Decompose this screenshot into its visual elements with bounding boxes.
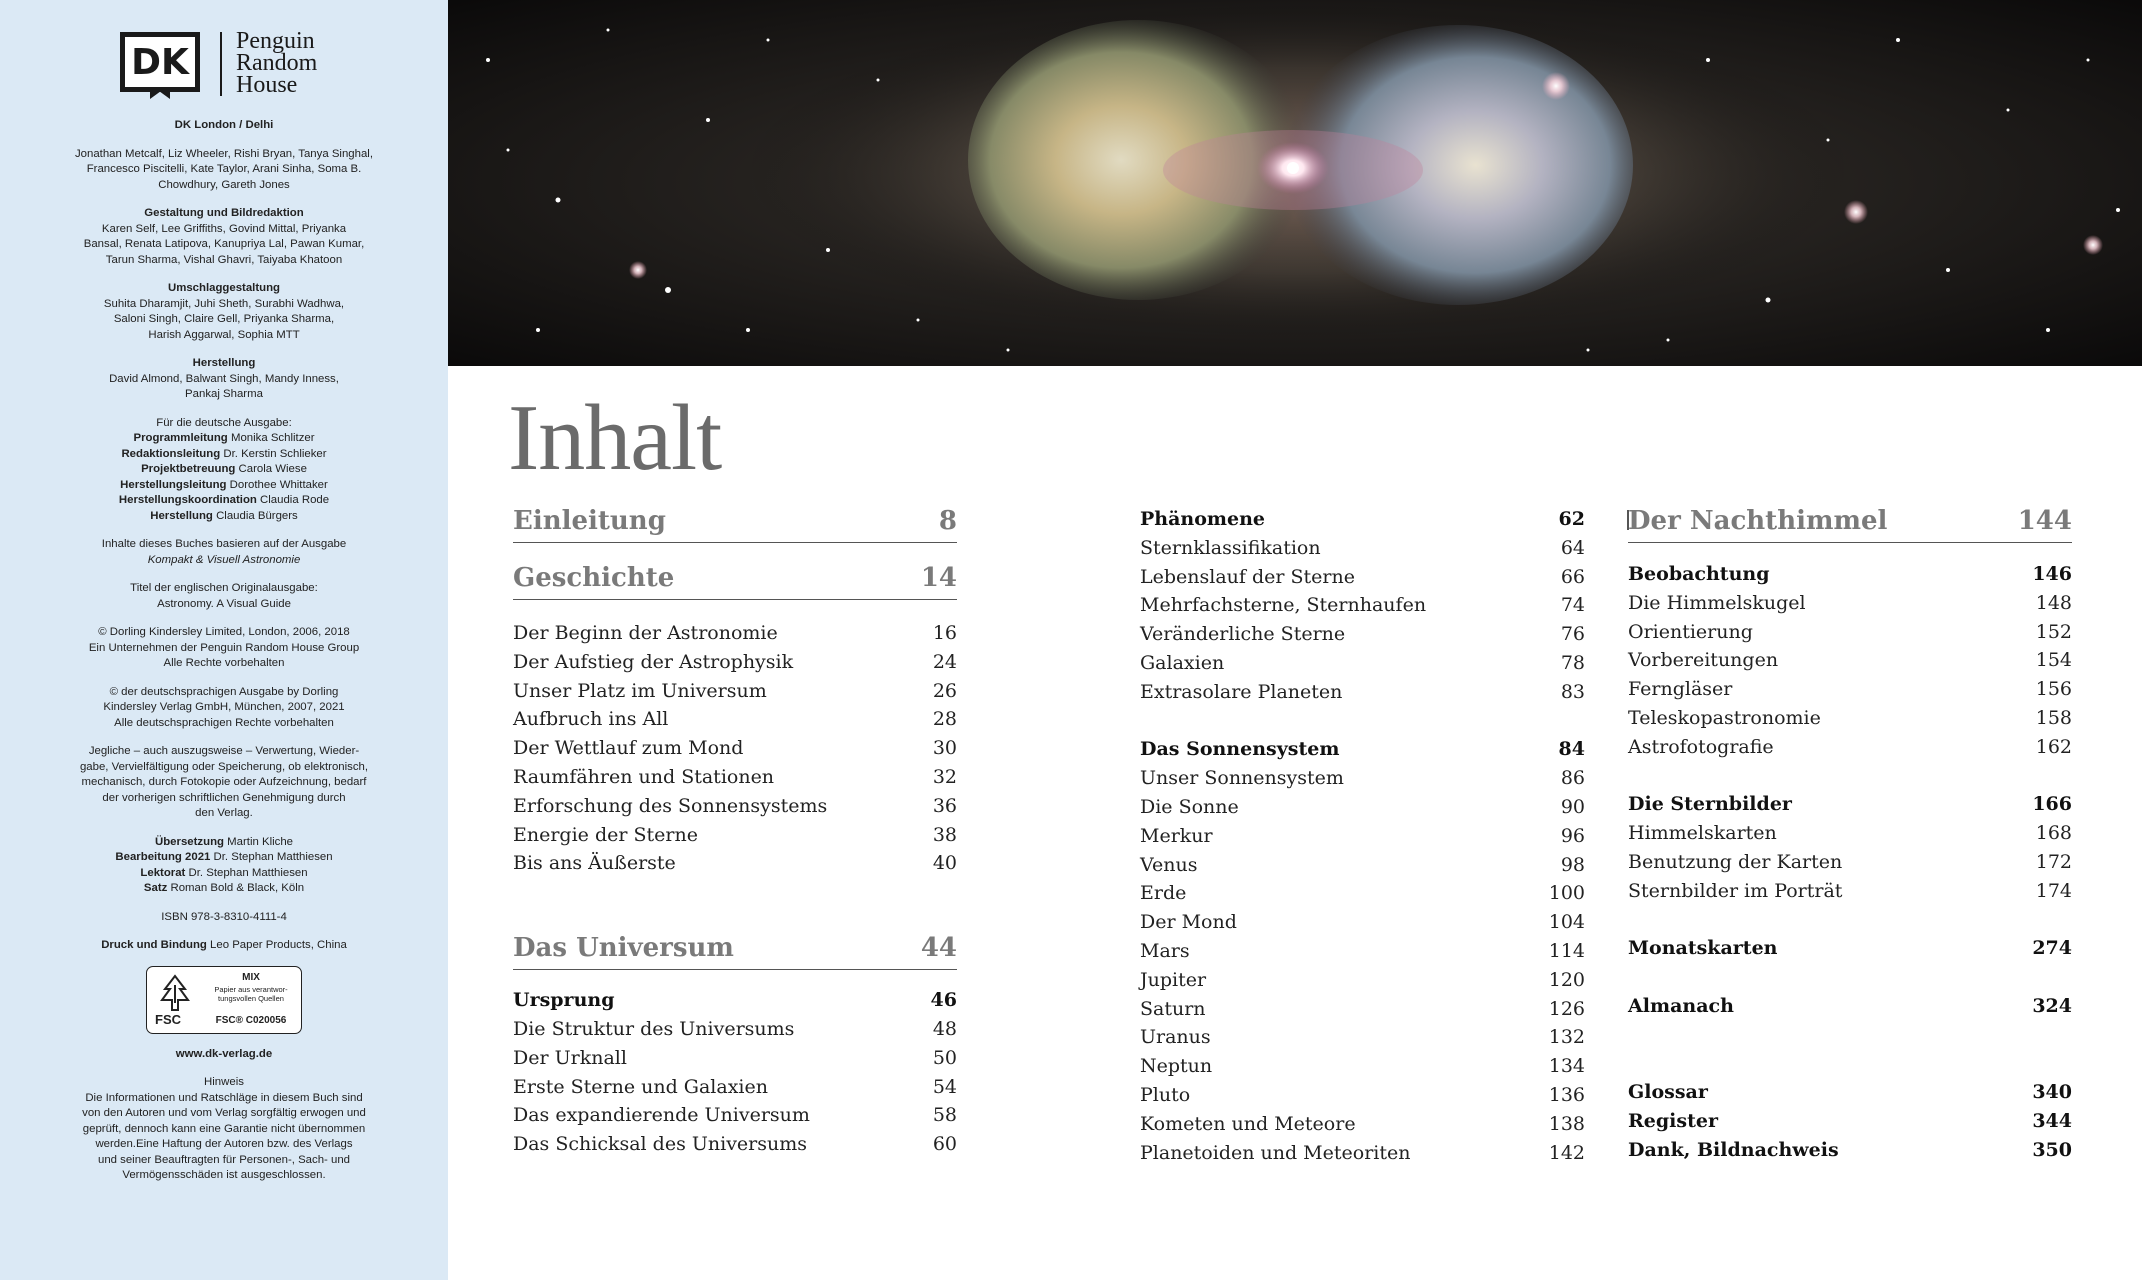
imprint-text: [40, 118, 408, 1184]
imprint-website: www.dk-verlag.de: [175, 1047, 273, 1060]
toc-column-2: [1140, 505, 1585, 1167]
toc-item[interactable]: Astrofotografie 162: [1628, 735, 2072, 758]
toc-group-ursprung[interactable]: Ursprung 46: [513, 989, 957, 1012]
imprint-german-intro: Für die deutsche Ausgabe:: [156, 416, 292, 429]
toc-column-1: [513, 506, 957, 1159]
imprint-design-heading: Gestaltung und Bildredaktion: [144, 207, 304, 219]
toc-item[interactable]: Das Schicksal des Universums 60: [513, 1133, 957, 1156]
toc-item[interactable]: Extrasolare Planeten 83: [1140, 680, 1585, 703]
page-title: Inhalt: [508, 386, 722, 490]
toc-item[interactable]: Erforschung des Sonnensystems 36: [513, 794, 957, 817]
toc-group-sternbilder[interactable]: Die Sternbilder 166: [1628, 793, 2072, 816]
toc-item[interactable]: Sternklassifikation 64: [1140, 536, 1585, 559]
toc-item[interactable]: Venus 98: [1140, 853, 1585, 876]
imprint-translation-roles: Übersetzung Martin Kliche Bearbeitung 2021 Dr. Stephan Matthiesen Lektorat Dr. Stephan Matthiesen Satz Roman Bold & Black, Köln: [115, 835, 333, 894]
imprint-column: [0, 0, 448, 1280]
toc-item[interactable]: Der Mond 104: [1140, 911, 1585, 934]
toc-item[interactable]: Merkur 96: [1140, 824, 1585, 847]
imprint-german-roles: Programmleitung Monika Schlitzer Redaktionsleitung Dr. Kerstin Schlieker Projektbetreuung Carola Wiese Herstellungsleitung Dorothee Whittaker Herstellungskoordination Claudia Rode Herstellung Claudia Bürgers: [118, 432, 330, 522]
publisher-name: Penguin Random House: [236, 28, 318, 98]
fsc-tree-icon: [157, 973, 193, 1013]
toc-item[interactable]: Erste Sterne und Galaxien 54: [513, 1075, 957, 1098]
imprint-production-heading: Herstellung: [192, 357, 256, 369]
toc-item[interactable]: Mars 114: [1140, 939, 1585, 962]
toc-item[interactable]: Galaxien 78: [1140, 651, 1585, 674]
toc-item[interactable]: Bis ans Äußerste 40: [513, 852, 957, 875]
toc-item[interactable]: Energie der Sterne 38: [513, 823, 957, 846]
imprint-print: Druck und Bindung Leo Paper Products, China: [101, 939, 347, 951]
toc-item[interactable]: Der Beginn der Astronomie 16: [513, 622, 957, 644]
bookmark-icon: [150, 87, 170, 99]
toc-group-phaenomene[interactable]: Phänomene 62: [1140, 508, 1585, 530]
imprint-original-title: Titel der englischen Originalausgabe: Astronomy. A Visual Guide: [130, 582, 318, 610]
imprint-copyright-en: © Dorling Kindersley Limited, London, 2006, 2018 Ein Unternehmen der Penguin Random House Group Alle Rechte vorbehalten: [88, 626, 360, 669]
toc-item[interactable]: Lebenslauf der Sterne 66: [1140, 565, 1585, 588]
toc-item[interactable]: Neptun 134: [1140, 1055, 1585, 1078]
toc-group-monatskarten[interactable]: Monatskarten 274: [1628, 937, 2072, 960]
toc-group-dank[interactable]: Dank, Bildnachweis 350: [1628, 1138, 2072, 1161]
toc-section-nachthimmel[interactable]: Der Nachthimmel 144: [1628, 506, 2072, 543]
toc-item[interactable]: Orientierung 152: [1628, 620, 2072, 643]
toc-group-beobachtung[interactable]: Beobachtung 146: [1628, 563, 2072, 585]
toc-item[interactable]: Die Sonne 90: [1140, 795, 1585, 818]
imprint-rights: Jegliche – auch auszugsweise – Verwertung, Wieder- gabe, Vervielfältigung oder Speicherung, ob elektronisch, mechanisch, durch Fotokopie oder Aufzeichnung, bedarf der vorherigen schriftlichen Genehmigung durch den Verlag.: [79, 745, 369, 819]
dk-logo-mark: DK: [120, 32, 200, 92]
toc-item[interactable]: Unser Platz im Universum 26: [513, 679, 957, 702]
toc-item[interactable]: Uranus 132: [1140, 1026, 1585, 1049]
toc-item[interactable]: Aufbruch ins All 28: [513, 708, 957, 731]
imprint-production: David Almond, Balwant Singh, Mandy Inness, Pankaj Sharma: [109, 372, 339, 400]
toc-item[interactable]: Teleskopastronomie 158: [1628, 706, 2072, 729]
imprint-notice-heading: Hinweis: [204, 1076, 244, 1088]
logo-divider: [220, 32, 222, 96]
imprint-copyright-de: © der deutschsprachigen Ausgabe by Dorling Kindersley Verlag GmbH, München, 2007, 2021 Alle deutschsprachigen Rechte vorbehalten: [103, 685, 345, 729]
imprint-cover: Suhita Dharamjit, Juhi Sheth, Surabhi Wadhwa, Saloni Singh, Claire Gell, Priyanka Sharma, Harish Aggarwal, Sophia MTT: [103, 297, 345, 341]
toc-item[interactable]: Mehrfachsterne, Sternhaufen 74: [1140, 594, 1585, 617]
toc-item[interactable]: Der Wettlauf zum Mond 30: [513, 737, 957, 760]
toc-group-glossar[interactable]: Glossar 340: [1628, 1081, 2072, 1104]
toc-section-einleitung[interactable]: Einleitung 8: [513, 506, 957, 543]
toc-group-register[interactable]: Register 344: [1628, 1110, 2072, 1133]
toc-item[interactable]: Benutzung der Karten 172: [1628, 850, 2072, 873]
toc-item[interactable]: Die Himmelskugel 148: [1628, 591, 2072, 614]
imprint-team: Jonathan Metcalf, Liz Wheeler, Rishi Bryan, Tanya Singhal, Francesco Piscitelli, Kate Taylor, Arani Sinha, Soma B. Chowdhury, Gareth Jones: [74, 147, 373, 191]
toc-item[interactable]: Kometen und Meteore 138: [1140, 1112, 1585, 1135]
imprint-based-on: Inhalte dieses Buches basieren auf der Ausgabe Kompakt & Visuell Astronomie: [101, 538, 347, 566]
toc-item[interactable]: Unser Sonnensystem 86: [1140, 767, 1585, 790]
imprint-design: Karen Self, Lee Griffiths, Govind Mittal, Priyanka Bansal, Renata Latipova, Kanupriya Lal, Pawan Kumar, Tarun Sharma, Vishal Ghavri, Taiyaba Khatoon: [83, 222, 365, 266]
imprint-cover-heading: Umschlaggestaltung: [167, 282, 281, 294]
toc-item[interactable]: Die Struktur des Universums 48: [513, 1017, 957, 1040]
toc-item[interactable]: Vorbereitungen 154: [1628, 649, 2072, 672]
toc-item[interactable]: Veränderliche Sterne 76: [1140, 623, 1585, 646]
publisher-logo: [120, 28, 340, 102]
toc-item[interactable]: Pluto 136: [1140, 1083, 1585, 1106]
toc-item[interactable]: Saturn 126: [1140, 997, 1585, 1020]
fsc-mix: MIX: [242, 971, 260, 983]
toc-item[interactable]: Planetoiden und Meteoriten 142: [1140, 1141, 1585, 1164]
imprint-office: DK London / Delhi: [174, 119, 274, 131]
toc-item[interactable]: Das expandierende Universum 58: [513, 1104, 957, 1127]
toc-item[interactable]: Erde 100: [1140, 882, 1585, 905]
toc-item[interactable]: Der Urknall 50: [513, 1046, 957, 1069]
fsc-label: FSC: [155, 1011, 181, 1027]
imprint-notice: Die Informationen und Ratschläge in diesem Buch sind von den Autoren und vom Verlag sorgfältig erwogen und geprüft, dennoch kann eine Garantie nicht übernommen werden.Eine Haftung der Autoren bzw. des Verlags und seiner Beauftragten für Personen-, Sach- und Vermögensschäden ist ausgeschlossen.: [82, 1091, 366, 1181]
toc-item[interactable]: Raumfähren und Stationen 32: [513, 765, 957, 788]
toc-item[interactable]: Ferngläser 156: [1628, 678, 2072, 701]
imprint-isbn: ISBN 978-3-8310-4111-4: [161, 910, 287, 923]
toc-column-3: [1628, 506, 2072, 1165]
toc-section-universum[interactable]: Das Universum 44: [513, 933, 957, 970]
toc-item[interactable]: Sternbilder im Porträt 174: [1628, 879, 2072, 902]
fsc-code: FSC® C020056: [215, 1014, 287, 1026]
toc-item[interactable]: Der Aufstieg der Astrophysik 24: [513, 650, 957, 673]
toc-group-almanach[interactable]: Almanach 324: [1628, 994, 2072, 1017]
fsc-badge: [146, 966, 302, 1034]
nebula-hero-image: [448, 0, 2142, 366]
toc-item[interactable]: Himmelskarten 168: [1628, 822, 2072, 845]
fsc-text: Papier aus verantwor-tungsvollen Quellen: [214, 984, 288, 1003]
toc-item[interactable]: Jupiter 120: [1140, 968, 1585, 991]
toc-group-sonnensystem[interactable]: Das Sonnensystem 84: [1140, 738, 1585, 761]
toc-section-geschichte[interactable]: Geschichte 14: [513, 563, 957, 600]
